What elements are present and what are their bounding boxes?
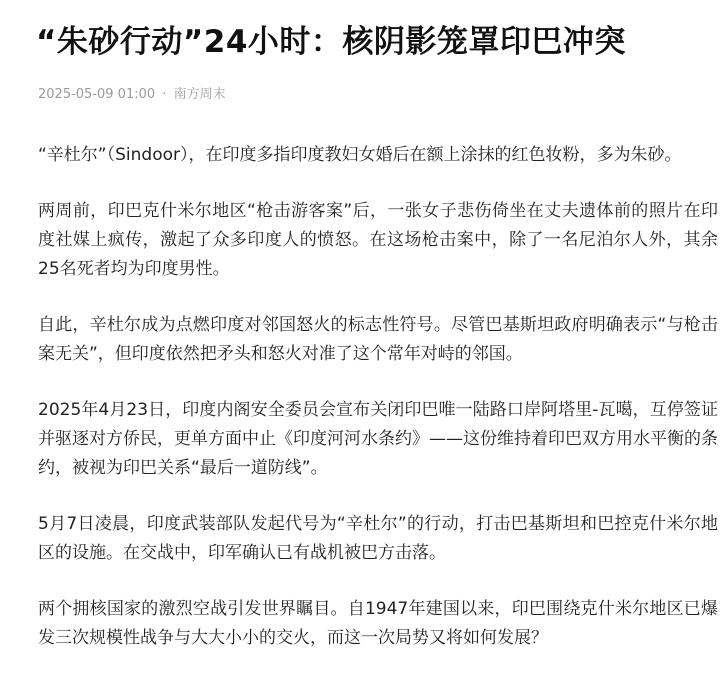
source-name[interactable]: 南方周末 [173,87,226,102]
meta-separator: · [162,87,167,102]
article-meta [38,86,712,104]
paragraph: “辛杜尔”（Sindoor），在印度多指印度教妇女婚后在额上涂抹的红色妆粉，多为朱砂。 [38,145,682,165]
paragraph: 2025年4月23日，印度内阁安全委员会宣布关闭印巴唯一陆路口岸阿塔里-瓦噶，互停签证并驱逐对方侨民，更单方面中止《印度河河水条约》——这份维持着印巴双方用水平衡的条约，被视为印巴关系“最后一道防线”。 [38,400,718,478]
paragraph: 5月7日凌晨，印度武装部队发起代号为“辛杜尔”的行动，打击巴基斯坦和巴控克什米尔地区的设施。在交战中，印军确认已有战机被巴方击落。 [38,514,718,563]
paragraph: 两个拥核国家的激烈空战引发世界瞩目。自1947年建国以来，印巴围绕克什米尔地区已爆发三次规模性战争与大大小小的交火，而这一次局势又将如何发展？ [38,599,718,648]
publish-date: 2025-05-09 01:00 [38,87,156,102]
article-title: “朱砂行动”24小时：核阴影笼罩印巴冲突 [36,24,626,60]
paragraph: 自此，辛杜尔成为点燃印度对邻国怒火的标志性符号。尽管巴基斯坦政府明确表示“与枪击案无关”，但印度依然把矛头和怒火对准了这个常年对峙的邻国。 [38,315,718,364]
paragraph: 两周前，印巴克什米尔地区“枪击游客案”后，一张女子悲伤倚坐在丈夫遗体前的照片在印度社媒上疯传，激起了众多印度人的愤怒。在这场枪击案中，除了一名尼泊尔人外，其余25名死者均为印度男性。 [38,201,718,279]
article-body [38,141,718,653]
